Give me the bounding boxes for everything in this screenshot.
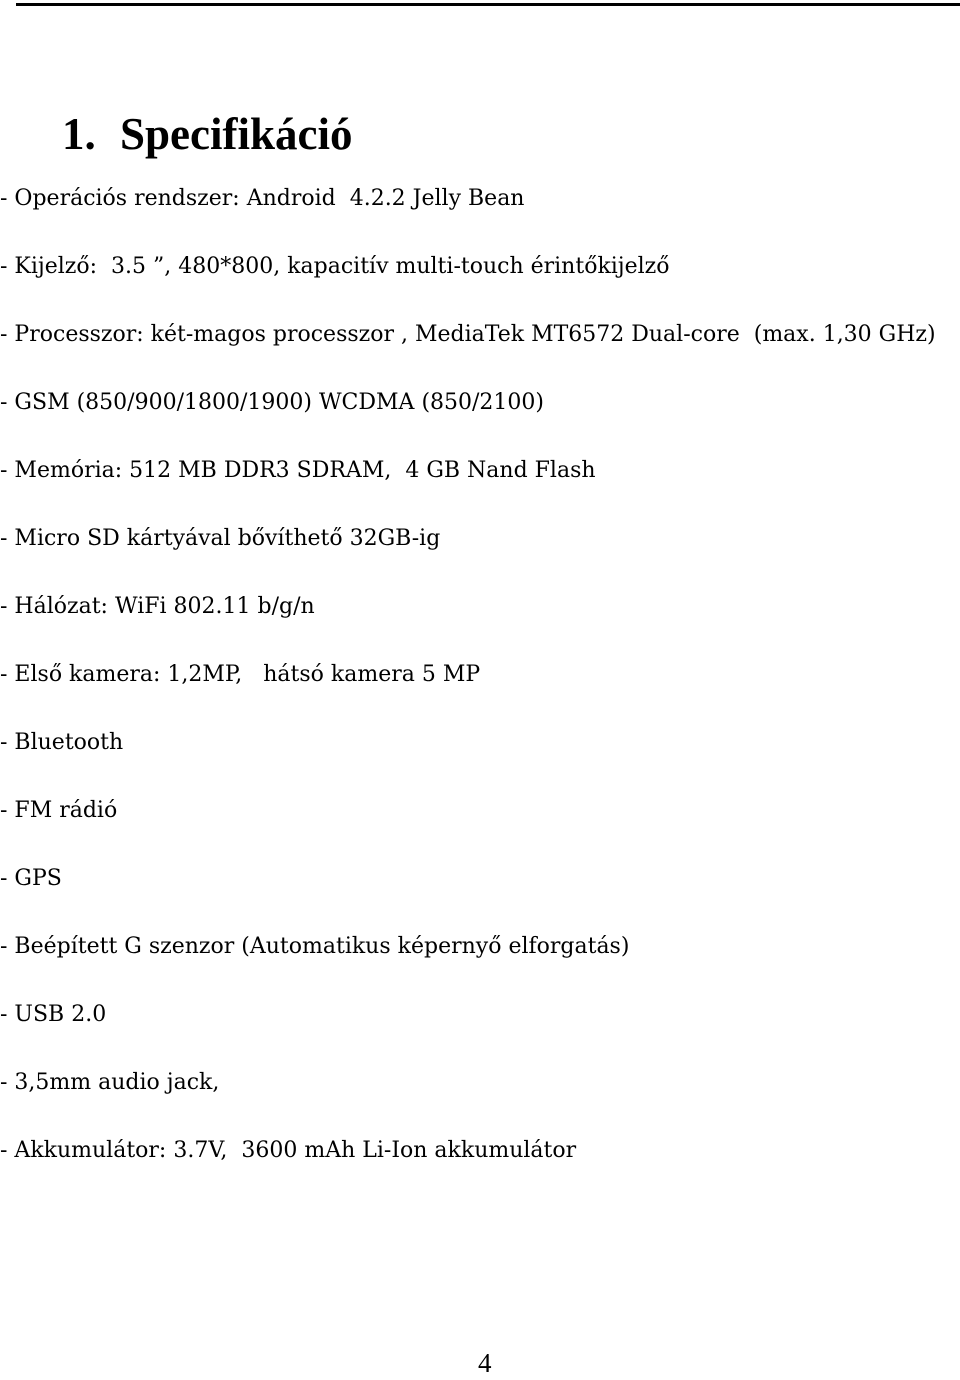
- spec-item-wifi: - Hálózat: WiFi 802.11 b/g/n: [0, 594, 315, 619]
- spec-item-camera: - Első kamera: 1,2MP, hátsó kamera 5 MP: [0, 662, 481, 687]
- spec-item-battery: - Akkumulátor: 3.7V, 3600 mAh Li-Ion akkumulátor: [0, 1138, 577, 1163]
- spec-item-os: - Operációs rendszer: Android 4.2.2 Jelly Bean: [0, 186, 525, 211]
- spec-item-network-bands: - GSM (850/900/1800/1900) WCDMA (850/2100): [0, 390, 544, 415]
- section-heading: [62, 104, 353, 164]
- spec-list: [0, 182, 936, 1202]
- spec-item-usb: - USB 2.0: [0, 1002, 107, 1027]
- spec-item-processor: - Processzor: két-magos processzor , MediaTek MT6572 Dual-core (max. 1,30 GHz): [0, 322, 936, 347]
- page-number: 4: [478, 1348, 492, 1378]
- spec-item-display: - Kijelző: 3.5 ”, 480*800, kapacitív multi-touch érintőkijelző: [0, 254, 670, 279]
- spec-item-micro-sd: - Micro SD kártyával bővíthető 32GB-ig: [0, 526, 441, 551]
- section-title: Specifikáció: [120, 109, 353, 159]
- spec-item-g-sensor: - Beépített G szenzor (Automatikus képernyő elforgatás): [0, 934, 630, 959]
- top-rule: [16, 3, 960, 6]
- spec-item-audio-jack: - 3,5mm audio jack,: [0, 1070, 220, 1095]
- spec-item-gps: - GPS: [0, 866, 62, 891]
- spec-item-memory: - Memória: 512 MB DDR3 SDRAM, 4 GB Nand Flash: [0, 458, 596, 483]
- section-number: 1.: [62, 109, 96, 159]
- spec-item-bluetooth: - Bluetooth: [0, 730, 124, 755]
- spec-item-fm-radio: - FM rádió: [0, 798, 118, 823]
